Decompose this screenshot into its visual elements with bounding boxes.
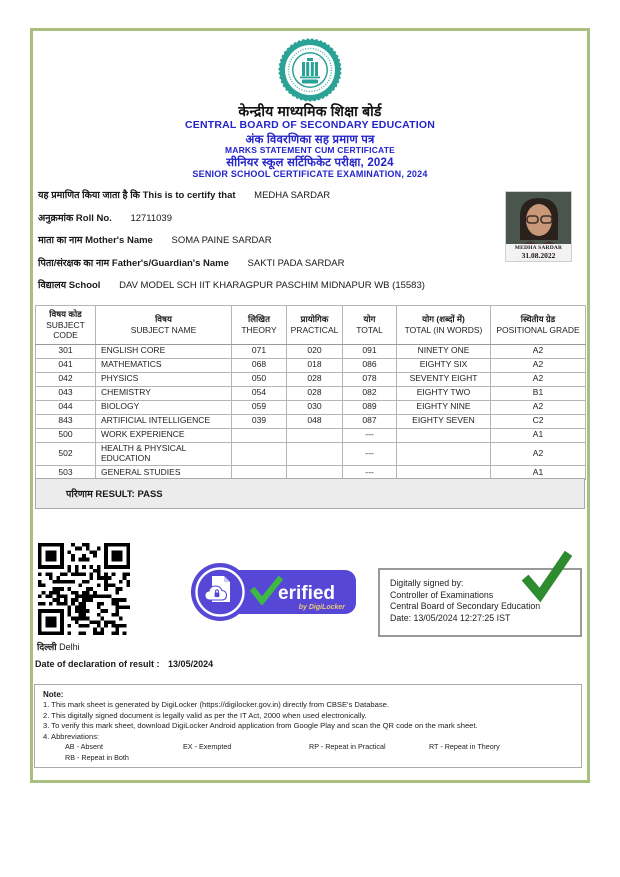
practical-marks	[287, 428, 343, 442]
column-header-3: प्रायोगिक PRACTICAL	[287, 306, 343, 345]
note-line-4: 4. Abbreviations:	[43, 731, 100, 741]
theory-marks: 054	[232, 386, 287, 400]
note-line-1: 1. This mark sheet is generated by DigiLocker (https://digilocker.gov.in) directly from CBSE's Database.	[43, 700, 389, 709]
school-row	[38, 278, 508, 291]
theory-marks	[232, 442, 287, 466]
positional-grade: A2	[491, 400, 586, 414]
signature-line-2: Central Board of Secondary Education	[390, 601, 541, 611]
subject-row	[36, 344, 586, 358]
cbse-logo-icon	[277, 37, 343, 103]
subject-name: PHYSICS	[96, 372, 232, 386]
photo-caption-name: MEDHA SARDAR	[514, 245, 563, 251]
column-header-5: योग (शब्दों में) TOTAL (IN WORDS)	[397, 306, 491, 345]
column-header-4: योग TOTAL	[343, 306, 397, 345]
marks-table-header-row	[36, 306, 586, 345]
subject-code: 301	[36, 344, 96, 358]
total-in-words: EIGHTY TWO	[397, 386, 491, 400]
certificate-border	[30, 28, 590, 783]
practical-marks: 020	[287, 344, 343, 358]
board-name-english: CENTRAL BOARD OF SECONDARY EDUCATION	[184, 119, 436, 131]
roll-number: 12711039	[130, 212, 172, 224]
practical-marks: 030	[287, 400, 343, 414]
total-in-words: EIGHTY SIX	[397, 358, 491, 372]
mother-name: SOMA PAINE SARDAR	[171, 235, 272, 246]
subject-name: MATHEMATICS	[96, 358, 232, 372]
column-header-0: विषय कोड SUBJECT CODE	[36, 306, 96, 345]
roll-row	[38, 211, 508, 224]
abbreviation: EX - Exempted	[183, 742, 232, 751]
certify-row	[38, 188, 508, 201]
practical-marks: 028	[287, 386, 343, 400]
practical-marks: 028	[287, 372, 343, 386]
subject-code: 843	[36, 414, 96, 428]
signature-line-3: Date: 13/05/2024 12:27:25 IST	[390, 612, 511, 623]
total-marks: 087	[343, 414, 397, 428]
certify-label-hindi: यह प्रमाणित किया जाता है कि	[38, 190, 140, 201]
note-line-3: 3. To verify this mark sheet, download DigiLocker Android application from Google Play and scan the QR code on the mark sheet.	[43, 721, 478, 730]
column-header-1: विषय SUBJECT NAME	[96, 306, 232, 345]
subject-name: ENGLISH CORE	[96, 344, 232, 358]
signature-check-icon	[520, 551, 572, 603]
total-in-words	[397, 428, 491, 442]
positional-grade: A2	[491, 442, 586, 466]
abbreviation: RB - Repeat in Both	[65, 752, 129, 762]
subject-name: CHEMISTRY	[96, 386, 232, 400]
roll-label-english: Roll No.	[75, 212, 112, 224]
total-marks: 086	[343, 358, 397, 372]
theory-marks: 068	[232, 358, 287, 372]
place-label	[37, 640, 80, 653]
subject-row	[36, 442, 586, 466]
marks-table-head	[36, 306, 586, 345]
photo-caption	[506, 244, 571, 261]
school-label-english: School	[68, 280, 101, 291]
theory-marks: 071	[232, 344, 287, 358]
declaration-label: Date of declaration of result :	[35, 659, 160, 669]
subject-name: GENERAL STUDIES	[96, 466, 232, 480]
total-marks: 078	[343, 372, 397, 386]
father-row	[38, 256, 508, 269]
certify-label-english: This is to certify that	[142, 190, 236, 201]
theory-marks: 050	[232, 372, 287, 386]
mother-label-english: Mother's Name	[85, 235, 153, 246]
positional-grade: A1	[491, 466, 586, 480]
declaration-date-line	[35, 659, 213, 669]
marks-table	[35, 305, 586, 480]
digilocker-verified-badge	[190, 561, 360, 623]
father-label-hindi: पिता/संरक्षक का नाम	[38, 257, 110, 269]
candidate-name: MEDHA SARDAR	[254, 190, 331, 201]
positional-grade: B1	[491, 386, 586, 400]
badge-verified-text: erified	[278, 583, 336, 604]
practical-marks: 018	[287, 358, 343, 372]
theory-marks	[232, 428, 287, 442]
subject-name: ARTIFICIAL INTELLIGENCE	[96, 414, 232, 428]
abbreviation: RP - Repeat in Practical	[309, 742, 386, 751]
positional-grade: A2	[491, 358, 586, 372]
subject-row	[36, 386, 586, 400]
photo-caption-date: 31.08.2022	[521, 251, 556, 260]
abbreviation: AB - Absent	[65, 742, 103, 751]
qr-code	[38, 543, 130, 635]
subject-row	[36, 400, 586, 414]
subject-name: HEALTH & PHYSICAL EDUCATION	[96, 442, 232, 466]
note-line-2: 2. This digitally signed document is legally valid as per the IT Act, 2000 when used electronically.	[43, 710, 367, 720]
badge-by-text: by DigiLocker	[298, 604, 345, 611]
place-hindi: दिल्ली	[37, 642, 57, 652]
candidate-info	[38, 188, 508, 301]
abbreviations-row-2	[43, 753, 573, 764]
total-marks: 091	[343, 344, 397, 358]
positional-grade: A2	[491, 372, 586, 386]
theory-marks: 039	[232, 414, 287, 428]
board-name-hindi: केन्द्रीय माध्यमिक शिक्षा बोर्ड	[238, 103, 382, 119]
school-label-hindi: विद्यालय	[38, 280, 67, 291]
father-label-english: Father's/Guardian's Name	[111, 257, 229, 269]
note-title: Note:	[43, 690, 64, 699]
total-in-words: NINETY ONE	[397, 344, 491, 358]
subject-row	[36, 428, 586, 442]
subject-code: 502	[36, 442, 96, 466]
subject-name: WORK EXPERIENCE	[96, 428, 232, 442]
subject-code: 044	[36, 400, 96, 414]
subject-name: BIOLOGY	[96, 400, 232, 414]
note-box	[34, 684, 582, 768]
subject-code: 503	[36, 466, 96, 480]
subject-code: 500	[36, 428, 96, 442]
exam-title-english: SENIOR SCHOOL CERTIFICATE EXAMINATION, 2024	[192, 169, 428, 179]
signature-line-1: Controller of Examinations	[390, 589, 494, 600]
total-in-words: SEVENTY EIGHT	[397, 372, 491, 386]
practical-marks: 048	[287, 414, 343, 428]
practical-marks	[287, 442, 343, 466]
cbse-logo	[33, 37, 587, 108]
place-english: Delhi	[59, 642, 80, 652]
positional-grade: C2	[491, 414, 586, 428]
mother-label-hindi: माता का नाम	[38, 235, 83, 246]
subject-row	[36, 414, 586, 428]
exam-title-hindi: सीनियर स्कूल सर्टिफिकेट परीक्षा, 2024	[226, 157, 394, 169]
positional-grade: A2	[491, 344, 586, 358]
subject-code: 042	[36, 372, 96, 386]
total-marks: 082	[343, 386, 397, 400]
subject-code: 041	[36, 358, 96, 372]
subject-row	[36, 358, 586, 372]
abbreviation: RT - Repeat in Theory	[429, 742, 500, 751]
column-header-2: लिखित THEORY	[232, 306, 287, 345]
father-name: SAKTI PADA SARDAR	[247, 257, 345, 269]
theory-marks: 059	[232, 400, 287, 414]
result-text	[66, 487, 163, 500]
marks-table-body	[36, 344, 586, 480]
doc-title-english: MARKS STATEMENT CUM CERTIFICATE	[224, 145, 396, 155]
total-marks: ---	[343, 428, 397, 442]
result-label-hindi: परिणाम	[66, 489, 93, 500]
note-lines	[43, 700, 573, 742]
result-label-english: RESULT:	[95, 489, 135, 500]
candidate-photo	[505, 191, 572, 262]
declaration-date: 13/05/2024	[168, 659, 214, 669]
abbreviations-row-1	[43, 742, 573, 753]
result-band	[35, 478, 585, 509]
column-header-6: स्थितीय ग्रेड POSITIONAL GRADE	[491, 306, 586, 345]
mother-row	[38, 233, 508, 246]
positional-grade: A1	[491, 428, 586, 442]
roll-label-hindi: अनुक्रमांक	[38, 212, 74, 224]
total-marks: ---	[343, 442, 397, 466]
result-value: PASS	[137, 489, 163, 500]
total-in-words: EIGHTY NINE	[397, 400, 491, 414]
total-in-words	[397, 442, 491, 466]
total-in-words: EIGHTY SEVEN	[397, 414, 491, 428]
school-name: DAV MODEL SCH IIT KHARAGPUR PASCHIM MIDNAPUR WB (15583)	[119, 280, 425, 291]
total-marks: ---	[343, 466, 397, 480]
total-marks: 089	[343, 400, 397, 414]
doc-title-hindi: अंक विवरणिका सह प्रमाण पत्र	[245, 134, 375, 146]
subject-row	[36, 372, 586, 386]
signature-line-0: Digitally signed by:	[390, 578, 464, 588]
subject-code: 043	[36, 386, 96, 400]
